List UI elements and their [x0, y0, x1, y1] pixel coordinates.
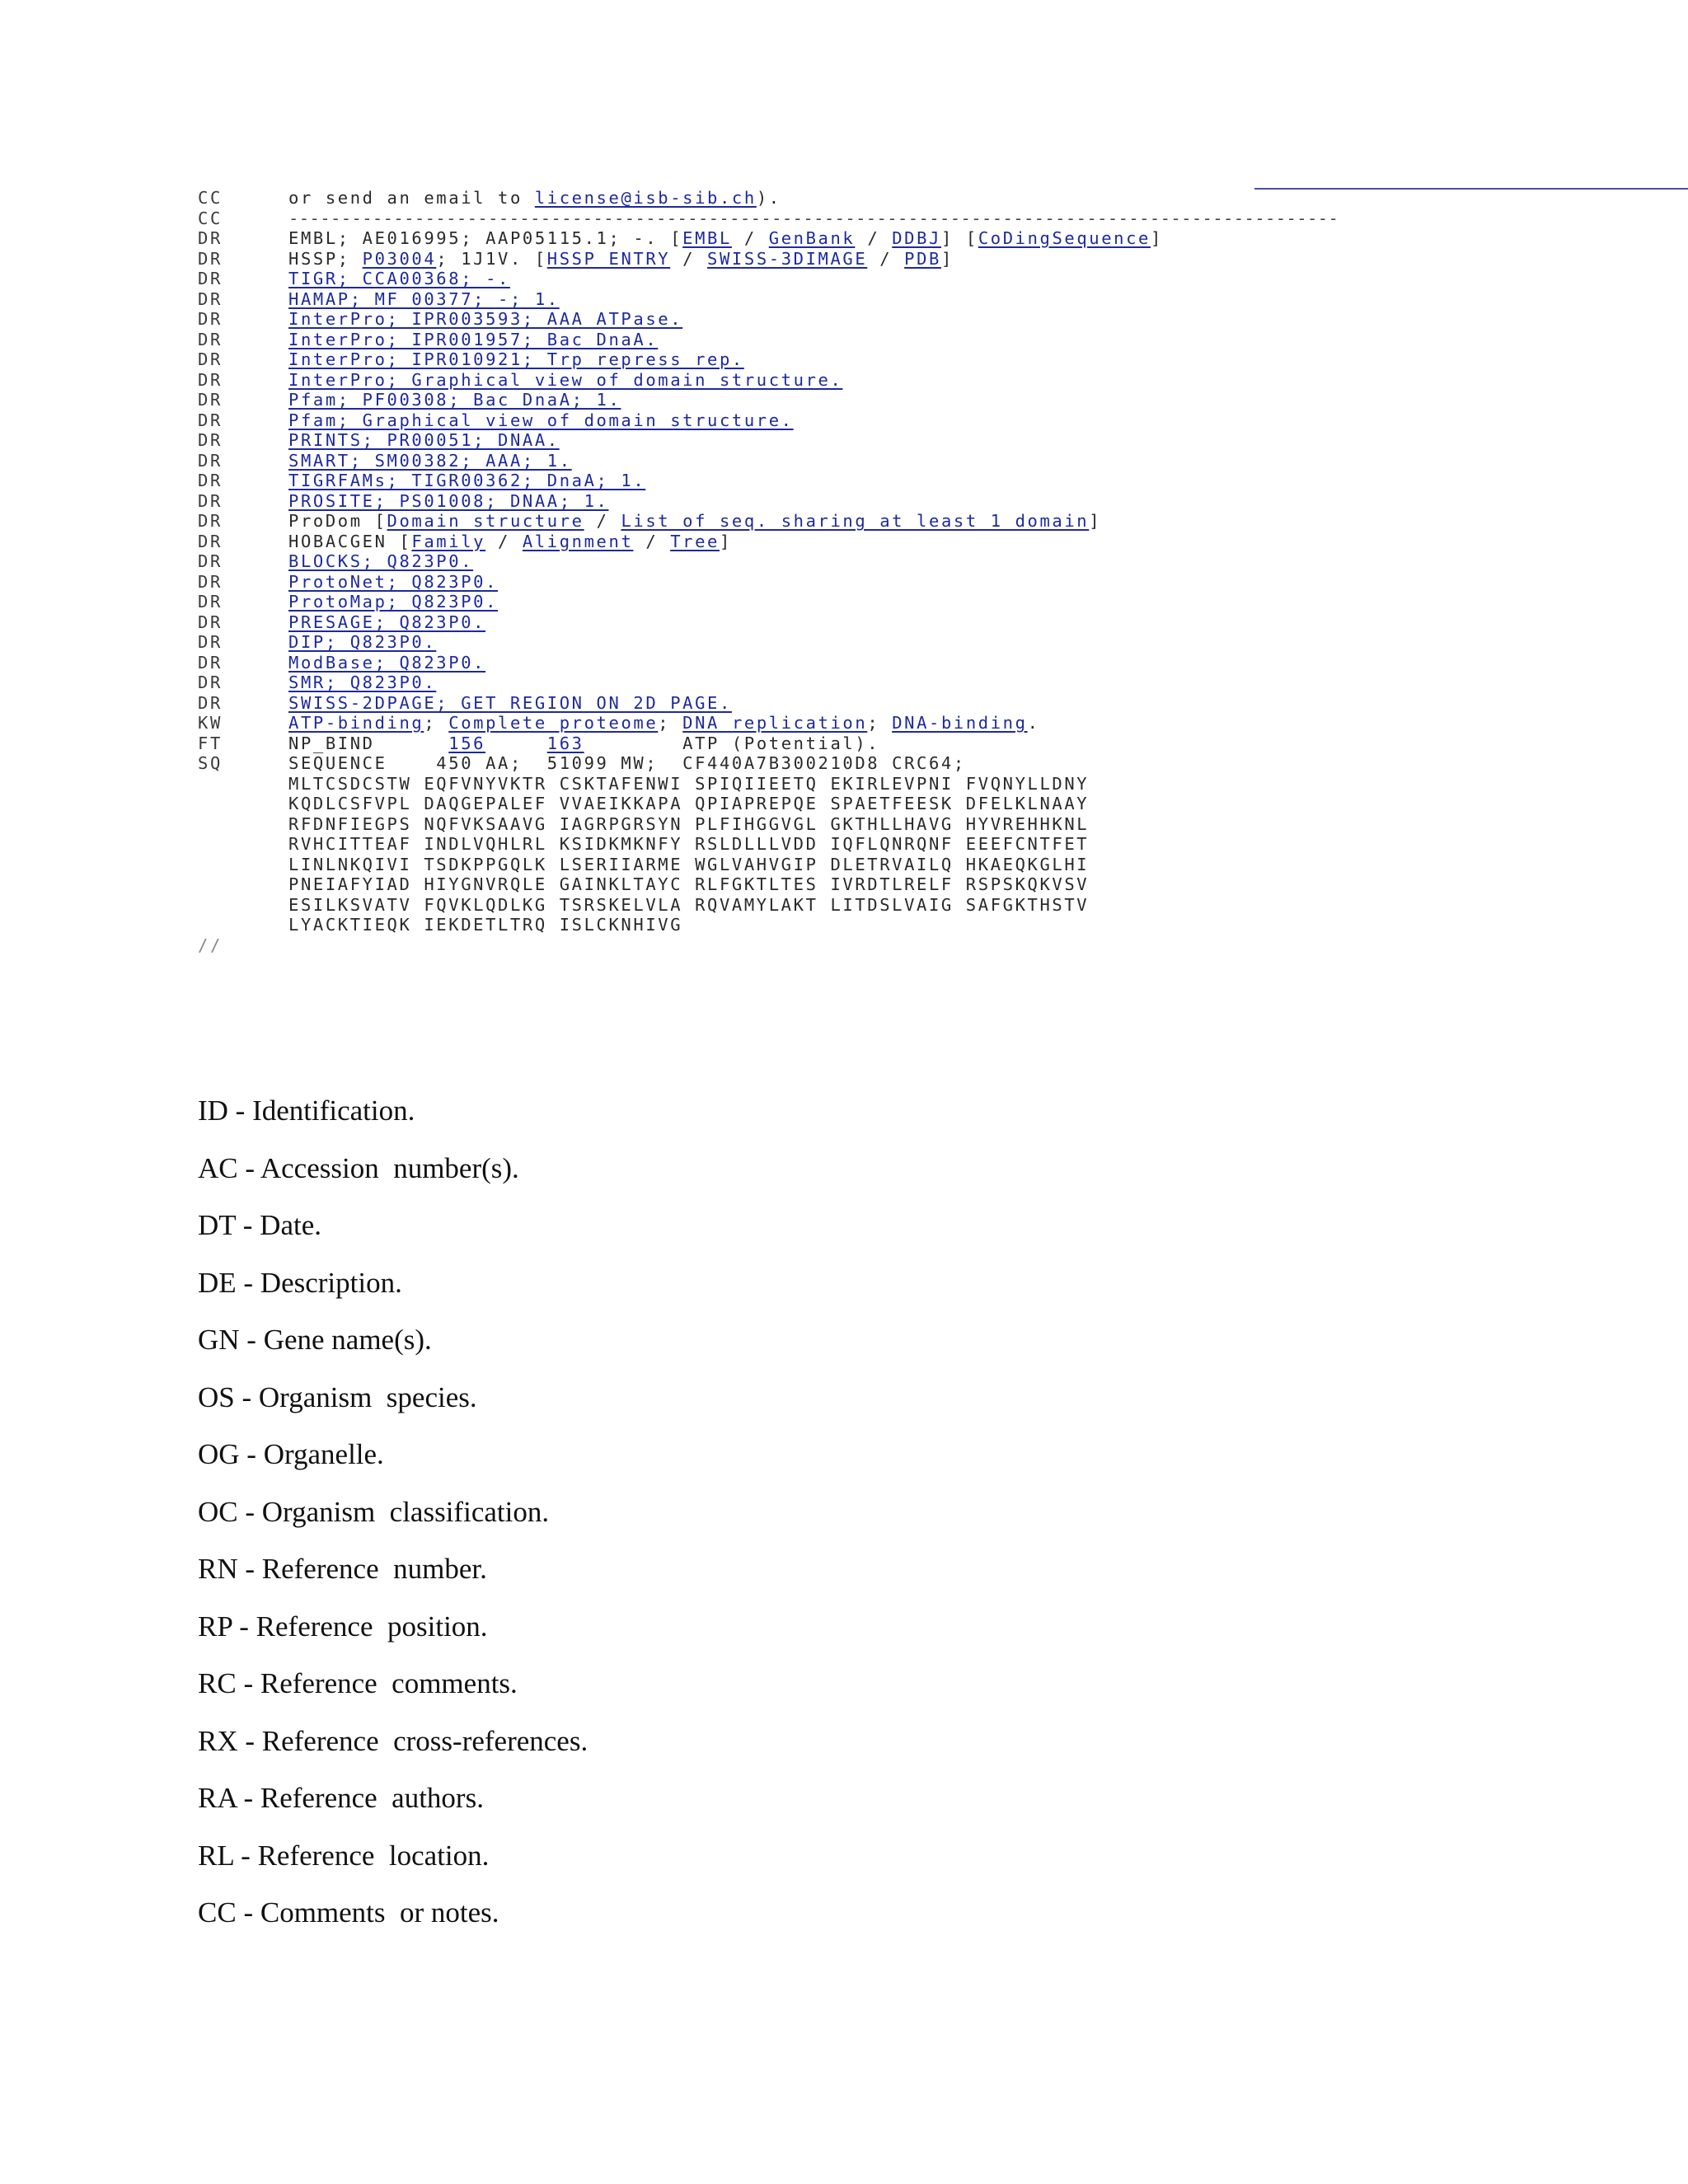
- flatfile-line: [198, 228, 1632, 249]
- flatfile-line: [198, 733, 1632, 754]
- definition-item: RC - Reference comments.: [198, 1667, 518, 1699]
- line-text: ]: [1151, 228, 1163, 248]
- line-code: DR: [198, 652, 223, 673]
- cross-reference-link[interactable]: DNA-binding: [892, 713, 1028, 733]
- line-content: [288, 592, 498, 612]
- line-text: /: [485, 531, 523, 551]
- flatfile-line: [198, 249, 1632, 269]
- definition-item: RA - Reference authors.: [198, 1782, 484, 1814]
- flatfile-line: [198, 390, 1632, 410]
- line-content: [288, 612, 485, 633]
- line-code: DR: [198, 490, 223, 511]
- line-code: [198, 774, 288, 794]
- cross-reference-link[interactable]: InterPro; Graphical view of domain structure.: [288, 369, 843, 390]
- definition-item: AC - Accession number(s).: [198, 1151, 519, 1184]
- line-code: [198, 855, 288, 875]
- cross-reference-link[interactable]: PRESAGE; Q823P0.: [288, 612, 486, 632]
- definition-item: RN - Reference number.: [198, 1553, 487, 1585]
- line-content: [288, 632, 436, 653]
- flatfile-line: [198, 632, 1632, 653]
- line-content: [288, 774, 1089, 794]
- line-text: /: [633, 531, 671, 551]
- definition-item: RP - Reference position.: [198, 1610, 488, 1643]
- cross-reference-link[interactable]: Complete proteome: [448, 713, 659, 733]
- line-code: FT: [198, 733, 223, 753]
- line-content: [288, 430, 560, 451]
- line-code-definitions: [198, 1094, 1434, 1954]
- line-content: [288, 693, 732, 714]
- line-content: [288, 733, 879, 754]
- line-code: DR: [198, 551, 223, 571]
- line-code: [198, 915, 288, 935]
- line-text: or send an email to: [288, 188, 535, 208]
- line-text: EMBL; AE016995; AAP05115.1; -. [: [288, 228, 683, 248]
- cross-reference-link[interactable]: 163: [546, 733, 584, 753]
- cross-reference-link[interactable]: SMART; SM00382; AAA; 1.: [288, 450, 572, 471]
- line-code: DR: [198, 632, 223, 652]
- definition-item: DT - Date.: [198, 1209, 321, 1241]
- cross-reference-link[interactable]: DIP; Q823P0.: [288, 632, 437, 652]
- line-code: DR: [198, 592, 223, 612]
- flatfile-line: [198, 753, 1632, 774]
- cross-reference-link[interactable]: Pfam; Graphical view of domain structure.: [288, 410, 794, 430]
- swissprot-flatfile-screenshot: [198, 188, 1632, 955]
- line-text: PNEIAFYIAD HIYGNVRQLE GAINKLTAYC RLFGKTLTES IVRDTLRELF RSPSKQKVSV: [288, 874, 1090, 894]
- line-code: DR: [198, 531, 223, 551]
- cross-reference-link[interactable]: InterPro; IPR010921; Trp repress rep.: [288, 349, 744, 369]
- cross-reference-link[interactable]: DDBJ: [892, 228, 941, 248]
- line-code: DR: [198, 248, 223, 269]
- line-code: DR: [198, 673, 223, 692]
- definition-item: GN - Gene name(s).: [198, 1324, 432, 1356]
- line-content: [288, 895, 1089, 916]
- line-code: [198, 834, 288, 855]
- line-text: ]: [1089, 511, 1102, 531]
- line-content: [288, 491, 609, 512]
- flatfile-line: [198, 491, 1632, 512]
- line-content: [288, 309, 682, 330]
- flatfile-line: [198, 713, 1632, 733]
- line-code: DR: [198, 612, 223, 632]
- line-code: CC: [198, 188, 223, 208]
- cross-reference-link[interactable]: InterPro; IPR001957; Bac DnaA.: [288, 329, 659, 349]
- line-text: MLTCSDCSTW EQFVNYVKTR CSKTAFENWI SPIQIIEETQ EKIRLEVPNI FVQNYLLDNY: [288, 773, 1090, 794]
- line-text: /: [584, 511, 621, 531]
- definition-item: OG - Organelle.: [198, 1438, 384, 1470]
- flatfile-line: [198, 572, 1632, 593]
- cross-reference-link[interactable]: EMBL: [682, 228, 732, 248]
- flatfile-line: [198, 874, 1632, 895]
- flatfile-line: [198, 834, 1632, 855]
- line-code: DR: [198, 228, 223, 248]
- cross-reference-link[interactable]: 156: [448, 733, 486, 753]
- line-content: [288, 915, 682, 935]
- line-text: [485, 733, 547, 753]
- line-code: DR: [198, 450, 223, 471]
- line-content: [288, 249, 954, 269]
- flatfile-line: [198, 551, 1632, 572]
- flatfile-line: [198, 410, 1632, 431]
- line-code: KW: [198, 713, 223, 733]
- cross-reference-link[interactable]: CoDingSequence: [978, 228, 1151, 248]
- line-code: [198, 895, 288, 916]
- flatfile-line: [198, 188, 1632, 209]
- line-text: NP_BIND: [288, 733, 449, 753]
- cross-reference-link[interactable]: HSSP ENTRY: [546, 248, 671, 269]
- line-text: ProDom [: [288, 511, 387, 531]
- flatfile-line: [198, 612, 1632, 633]
- cross-reference-link[interactable]: PDB: [904, 248, 941, 269]
- line-code: DR: [198, 369, 223, 390]
- line-code: DR: [198, 269, 223, 288]
- flatfile-line: [198, 774, 1632, 794]
- line-text: ).: [756, 188, 781, 208]
- line-code: DR: [198, 349, 223, 369]
- flatfile-line: [198, 430, 1632, 451]
- definition-item: RX - Reference cross-references.: [198, 1724, 588, 1757]
- definition-item: ID - Identification.: [198, 1094, 415, 1127]
- line-text: /: [670, 248, 708, 269]
- line-code: DR: [198, 410, 223, 430]
- line-text: ;: [658, 713, 683, 733]
- cross-reference-link[interactable]: BLOCKS; Q823P0.: [288, 551, 474, 571]
- cross-reference-link[interactable]: Alignment: [522, 531, 634, 551]
- line-code: SQ: [198, 753, 223, 773]
- line-text: HSSP;: [288, 248, 363, 269]
- line-code: [198, 874, 288, 895]
- line-text: ;: [424, 713, 449, 733]
- line-text: ]: [720, 531, 732, 551]
- definition-item: RL - Reference location.: [198, 1839, 490, 1872]
- line-content: [288, 713, 1040, 733]
- flatfile-line: [198, 370, 1632, 391]
- line-code: DR: [198, 329, 223, 349]
- cross-reference-link[interactable]: PRINTS; PR00051; DNAA.: [288, 430, 560, 450]
- definition-item: OS - Organism species.: [198, 1380, 477, 1413]
- line-content: [288, 511, 1101, 532]
- line-content: [288, 551, 473, 572]
- line-text: .: [1027, 713, 1040, 733]
- line-content: [288, 390, 621, 410]
- line-code: DR: [198, 511, 223, 531]
- cross-reference-link[interactable]: List of seq. sharing at least 1 domain: [621, 511, 1090, 531]
- flatfile-line: [198, 814, 1632, 835]
- line-content: [288, 653, 485, 673]
- line-content: [288, 753, 966, 774]
- line-content: [288, 471, 645, 491]
- flatfile-line: [198, 592, 1632, 612]
- cross-reference-link[interactable]: SWISS-3DIMAGE: [707, 248, 868, 269]
- line-content: [288, 370, 842, 391]
- line-text: SEQUENCE 450 AA; 51099 MW; CF440A7B300210D8 CRC64;: [288, 753, 966, 773]
- cross-reference-link[interactable]: HAMAP; MF_00377; -; 1.: [288, 288, 560, 309]
- cross-reference-link[interactable]: ATP-binding: [288, 713, 424, 733]
- flatfile-line: [198, 794, 1632, 814]
- line-text: /: [855, 228, 893, 248]
- line-code: DR: [198, 288, 223, 309]
- cross-reference-link[interactable]: ProtoNet; Q823P0.: [288, 571, 499, 592]
- cross-reference-link[interactable]: TIGRFAMs; TIGR00362; DnaA; 1.: [288, 471, 646, 490]
- top-rule-line: [1254, 188, 1688, 190]
- line-content: [288, 330, 658, 350]
- line-content: [288, 814, 1089, 835]
- line-code: [198, 814, 288, 835]
- line-text: ; 1J1V. [: [436, 248, 547, 269]
- line-code: DR: [198, 309, 223, 329]
- flatfile-line: [198, 855, 1632, 875]
- line-content: [288, 228, 1163, 249]
- line-text: HOBACGEN [: [288, 531, 412, 551]
- line-code: DR: [198, 692, 223, 713]
- cross-reference-link[interactable]: TIGR; CCA00368; -.: [288, 269, 510, 288]
- line-content: [288, 794, 1089, 814]
- line-text: ESILKSVATV FQVKLQDLKG TSRSKELVLA RQVAMYLAKT LITDSLVAIG SAFGKTHSTV: [288, 894, 1090, 915]
- line-code: DR: [198, 390, 223, 410]
- cross-reference-link[interactable]: InterPro; IPR003593; AAA ATPase.: [288, 309, 683, 329]
- cross-reference-link[interactable]: SMR; Q823P0.: [288, 673, 437, 692]
- flatfile-line: [198, 451, 1632, 471]
- line-code: DR: [198, 571, 223, 592]
- line-content: [288, 410, 794, 431]
- cross-reference-link[interactable]: Tree: [670, 531, 720, 551]
- flatfile-line: [198, 349, 1632, 370]
- cross-reference-link[interactable]: ModBase; Q823P0.: [288, 652, 486, 673]
- flatfile-line: [198, 309, 1632, 330]
- line-text: ]: [940, 248, 954, 269]
- line-content: [288, 289, 560, 310]
- line-text: RVHCITTEAF INDLVQHLRL KSIDKMKNFY RSLDLLLVDD IQFLQNRQNF EEEFCNTFET: [288, 834, 1090, 854]
- definition-item: OC - Organism classification.: [198, 1495, 550, 1528]
- line-content: [288, 269, 510, 289]
- line-content: [288, 451, 572, 471]
- line-code: DR: [198, 471, 223, 490]
- line-content: [288, 874, 1089, 895]
- cross-reference-link[interactable]: ProtoMap; Q823P0.: [288, 592, 499, 612]
- line-text: ;: [867, 713, 893, 733]
- cross-reference-link[interactable]: GenBank: [768, 228, 856, 248]
- separator-dashes: ----------------------------------------------------------------------------------------------------: [288, 208, 1339, 228]
- line-text: ATP (Potential).: [584, 733, 880, 753]
- cross-reference-link[interactable]: Pfam; PF00308; Bac DnaA; 1.: [288, 390, 621, 410]
- line-code: //: [198, 935, 223, 955]
- flatfile-line: [198, 330, 1632, 350]
- line-content: [288, 673, 436, 693]
- flatfile-line: [198, 673, 1632, 693]
- cross-reference-link[interactable]: P03004: [362, 248, 437, 269]
- flatfile-line: [198, 935, 1632, 956]
- flatfile-line: [198, 915, 1632, 935]
- cross-reference-link[interactable]: Family: [411, 531, 486, 551]
- line-content: [288, 188, 781, 209]
- line-code: [198, 794, 288, 814]
- line-code: CC: [198, 208, 223, 228]
- line-text: LYACKTIEQK IEKDETLTRQ ISLCKNHIVG: [288, 915, 683, 935]
- cross-reference-link[interactable]: Domain structure: [387, 511, 584, 531]
- line-content: [288, 349, 744, 370]
- line-content: [288, 532, 732, 552]
- flatfile-line: [198, 532, 1632, 552]
- line-text: KQDLCSFVPL DAQGEPALEF VVAEIKKAPA QPIAPREPQE SPAETFEESK DFELKLNAAY: [288, 794, 1090, 813]
- flatfile-line: [198, 289, 1632, 310]
- flatfile-line: [198, 653, 1632, 673]
- definition-item: CC - Comments or notes.: [198, 1896, 499, 1929]
- cross-reference-link[interactable]: PROSITE; PS01008; DNAA; 1.: [288, 490, 609, 511]
- line-text: /: [867, 248, 905, 269]
- line-code: DR: [198, 430, 223, 450]
- line-text: LINLNKQIVI TSDKPPGQLK LSERIIARME WGLVAHVGIP DLETRVAILQ HKAEQKGLHI: [288, 854, 1090, 874]
- flatfile-line: [198, 471, 1632, 491]
- cross-reference-link[interactable]: SWISS-2DPAGE; GET REGION ON 2D PAGE.: [288, 692, 732, 713]
- line-content: [288, 209, 1339, 229]
- definition-item: DE - Description.: [198, 1266, 402, 1299]
- flatfile-line: [198, 511, 1632, 532]
- cross-reference-link[interactable]: license@isb-sib.ch: [534, 188, 757, 208]
- line-text: /: [731, 228, 769, 248]
- line-text: ] [: [940, 228, 978, 248]
- line-content: [288, 572, 498, 593]
- flatfile-line: [198, 209, 1632, 229]
- cross-reference-link[interactable]: DNA replication: [682, 713, 868, 733]
- flatfile-line: [198, 693, 1632, 714]
- flatfile-line: [198, 895, 1632, 916]
- flatfile-line: [198, 269, 1632, 289]
- line-text: RFDNFIEGPS NQFVKSAAVG IAGRPGRSYN PLFIHGGVGL GKTHLLHAVG HYVREHHKNL: [288, 813, 1090, 834]
- line-content: [288, 834, 1089, 855]
- line-content: [288, 855, 1089, 875]
